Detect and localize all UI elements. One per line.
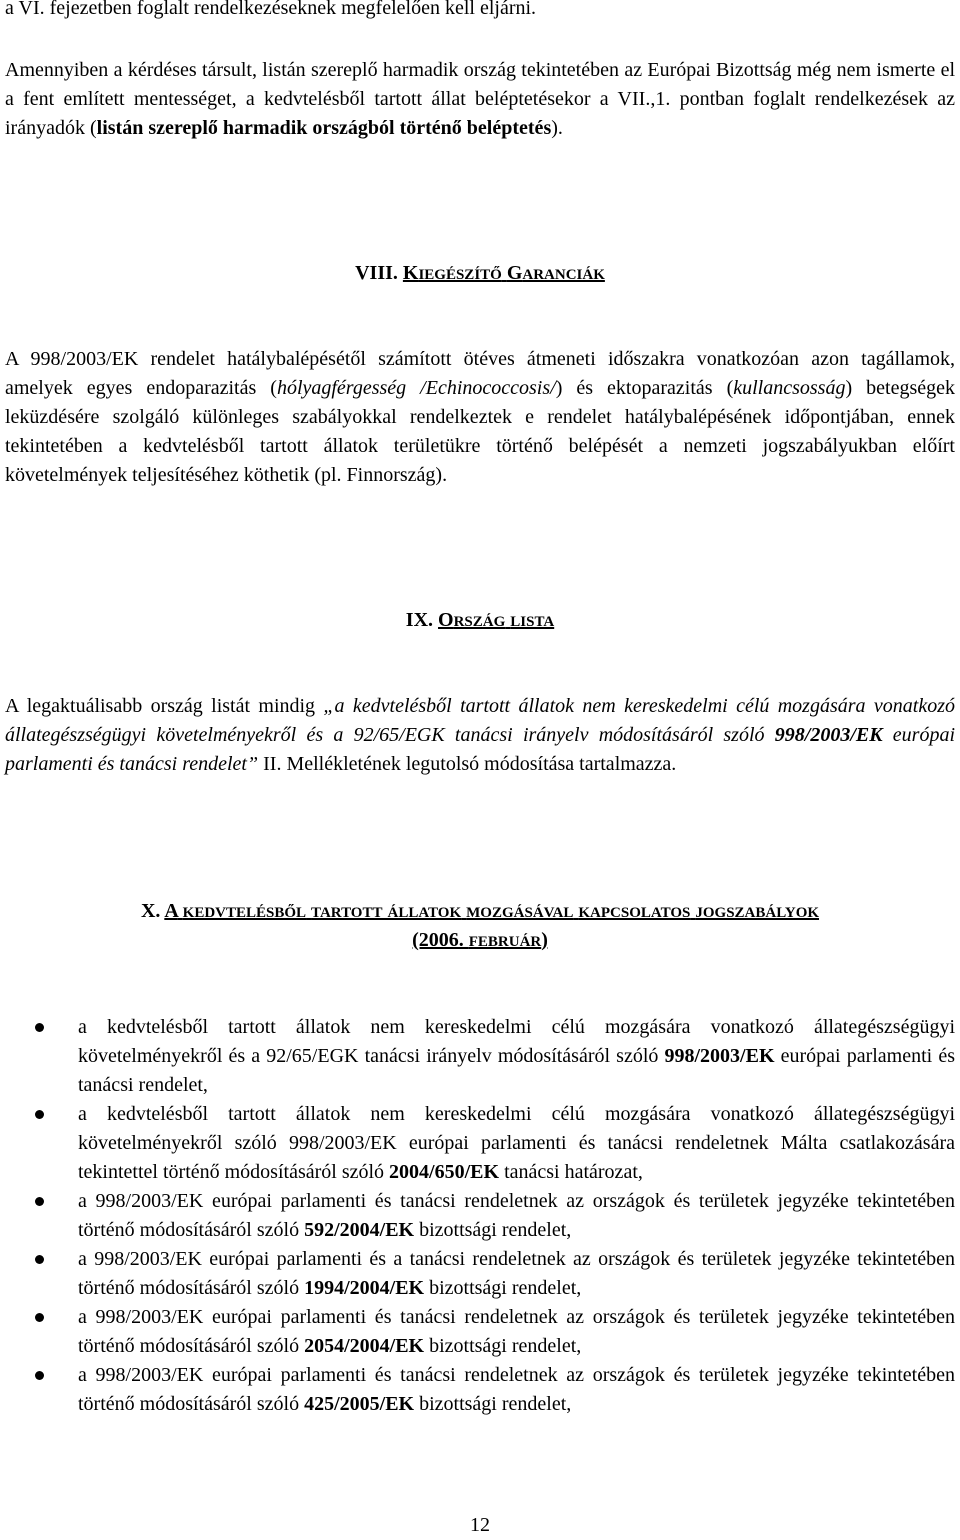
document-page (5, 0, 955, 1537)
section-number: IX. (405, 609, 439, 631)
list-item-text: a kedvtelésből tartott állatok nem kereskedelmi célú mozgására vonatkozó állategészségügyi követelményekről szóló 998/2003/EK európai parlamenti és tanácsi rendeletnek Málta csatlakozására tekintettel történő módosításáról szóló (78, 1103, 955, 1183)
paragraph-text: ) és ektoparazitás ( (555, 377, 734, 399)
list-item-text: tanácsi határozat, (499, 1161, 643, 1183)
list-item-bold: 2054/2004/EK (304, 1335, 425, 1357)
paragraph-bold-italic: 998/2003/EK (774, 724, 883, 746)
heading-initial: A (164, 900, 178, 922)
bullet-icon (35, 1197, 44, 1206)
heading-word: LISTA (510, 614, 555, 630)
heading-word: JOGSZABÁLYOK (695, 905, 820, 921)
list-item-text: bizottsági rendelet, (414, 1219, 572, 1241)
bullet-icon (35, 1313, 44, 1322)
section-number: X. (140, 900, 165, 922)
heading-initial: O (438, 609, 454, 631)
heading-word: ÁLLATOK (387, 905, 462, 921)
list-item-text: a 998/2003/EK európai parlamenti és tanácsi rendeletnek az országok és területek jegyzéke tekintetében történő módosításáról szóló (78, 1364, 955, 1415)
list-item-text: a 998/2003/EK európai parlamenti és tanácsi rendeletnek az országok és területek jegyzéke tekintetében történő módosításáról szóló (78, 1306, 955, 1357)
bullet-icon (35, 1110, 44, 1119)
paragraph-text: A 998/2003/EK rendelet hatálybalépésétől számított ötéves átmeneti időszakra vonatkozóan azon tagállamok, amelyek egyes endoparazitás ( (5, 348, 955, 399)
list-item-bold: 592/2004/EK (304, 1219, 415, 1241)
heading-word: KEDVTELÉSBŐL (182, 905, 307, 921)
intro-line: a VI. fejezetben foglalt rendelkezéseknek megfelelően kell eljárni. (5, 0, 537, 19)
heading-word: IEGÉSZÍTŐ (418, 267, 502, 283)
list-item (5, 1187, 955, 1245)
heading-word: RSZÁG (453, 614, 506, 630)
list-item-text: bizottsági rendelet, (424, 1335, 582, 1357)
list-item-bold: 425/2005/EK (304, 1393, 415, 1415)
list-item-text: európai parlamenti és tanácsi rendelet, (78, 1045, 955, 1096)
heading-word: MOZGÁSÁVAL (466, 905, 574, 921)
intro-paragraph-end: ). (551, 117, 563, 139)
bullet-icon (35, 1371, 44, 1380)
list-item-bold: 998/2003/EK (664, 1045, 775, 1067)
section-viii-paragraph (5, 345, 955, 490)
section-heading-viii (5, 259, 955, 290)
paragraph-italic: „a kedvtelésből tartott állatok nem kereskedelmi célú mozgására vonatkozó állategészségügyi követelményekről és a 92/65/EGK tanácsi irányelv módosításáról szóló (5, 695, 955, 746)
list-item-text: bizottsági rendelet, (414, 1393, 572, 1415)
list-item-bold: 2004/650/EK (389, 1161, 500, 1183)
intro-paragraph-bold: listán szereplő harmadik országból történő beléptetés (96, 117, 552, 139)
heading-word: KAPCSOLATOS (578, 905, 691, 921)
intro-paragraph-text: Amennyiben a kérdéses társult, listán szereplő harmadik ország tekintetében az Európai Bizottság még nem ismerte el a fent említett mentességet, a kedvtelésből tartott állat beléptetésekor a VII.,1. pontban foglalt rendelkezések az irányadók ( (5, 59, 955, 139)
list-item-text: a 998/2003/EK európai parlamenti és a tanácsi rendeletnek az országok és területek jegyzéke tekintetében történő módosításáról szóló (78, 1248, 955, 1299)
section-heading-ix (5, 606, 955, 637)
list-item-text: bizottsági rendelet, (424, 1277, 582, 1299)
section-subheading-x (5, 926, 955, 957)
intro-paragraph (5, 56, 955, 143)
heading-initial: K (402, 262, 419, 284)
heading-word: ARANCIÁK (522, 267, 605, 283)
section-ix-paragraph (5, 692, 955, 779)
bullet-icon (35, 1255, 44, 1264)
paragraph-italic: hólyagférgesség /Echinococcosis/ (276, 377, 556, 399)
list-item (5, 1100, 955, 1187)
paragraph-italic: európai parlamenti és tanácsi rendelet” (5, 724, 956, 775)
list-item (5, 1361, 955, 1419)
paragraph-italic: kullancsosság (733, 377, 846, 399)
list-item-text: a 998/2003/EK európai parlamenti és tanácsi rendeletnek az országok és területek jegyzéke tekintetében történő módosításáról szóló (78, 1190, 955, 1241)
list-item-text: a kedvtelésből tartott állatok nem kereskedelmi célú mozgására vonatkozó állategészségügyi követelményekről és a 92/65/EGK tanácsi irányelv módosításáról szóló (78, 1016, 955, 1067)
legislation-list (5, 1013, 955, 1419)
section-number: VIII. (355, 262, 403, 284)
page-number: 12 (470, 1514, 490, 1536)
paragraph-text: ) betegségek leküzdésére szolgáló különleges szabályokkal rendelkeztek e rendelet hatálybalépésének időpontjában, ennek tekintetében a kedvtelésből tartott állatok területükre történő belépését a nemzeti jogszabályukban előírt követelmények teljesítéséhez köthetik (pl. Finnország). (5, 377, 955, 486)
paragraph-text: A legaktuálisabb ország listát mindig (5, 695, 324, 717)
list-item-bold: 1994/2004/EK (304, 1277, 425, 1299)
section-heading-x (5, 897, 955, 928)
subheading-month: FEBRUÁR (468, 934, 542, 950)
list-item (5, 1245, 955, 1303)
subheading-open: (2006. (412, 929, 469, 951)
subheading-close: ) (541, 929, 548, 951)
bullet-icon (35, 1023, 44, 1032)
list-item (5, 1013, 955, 1100)
heading-initial: G (506, 262, 523, 284)
paragraph-text: II. Mellékletének legutolsó módosítása tartalmazza. (258, 753, 677, 775)
list-item (5, 1303, 955, 1361)
heading-word: TARTOTT (311, 905, 383, 921)
